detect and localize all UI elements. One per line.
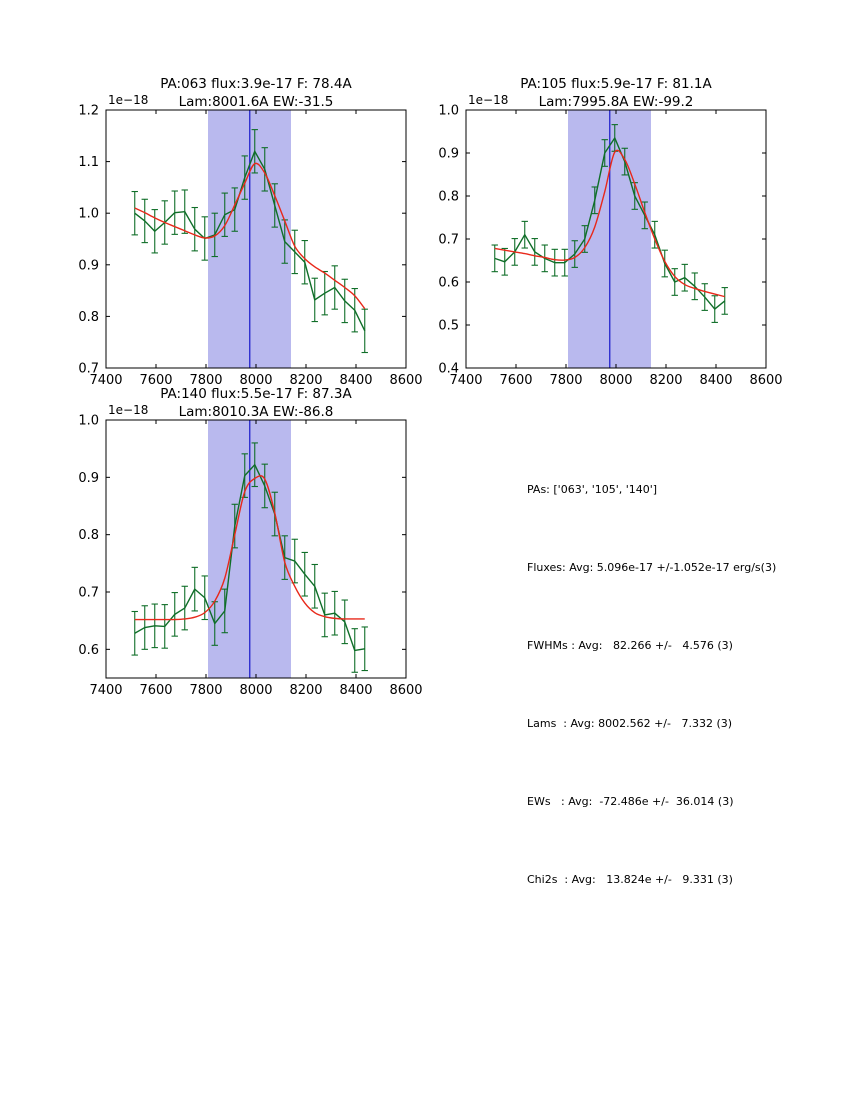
y-tick-label: 0.5 — [438, 318, 459, 334]
stats-panel — [527, 425, 776, 945]
y-axis-offset-label: 1e−18 — [108, 403, 149, 417]
subplot-title-line1: PA:140 flux:5.5e-17 F: 87.3A — [160, 386, 352, 402]
y-tick-label: 0.6 — [438, 275, 459, 291]
y-tick-label: 0.9 — [78, 470, 99, 486]
stats-line-chi2s: Chi2s : Avg: 13.824e +/- 9.331 (3) — [527, 873, 733, 886]
x-tick-label: 8000 — [239, 373, 273, 388]
y-tick-label: 0.7 — [438, 232, 459, 248]
x-tick-label: 8600 — [389, 683, 423, 698]
subplot-pa-105 — [386, 60, 806, 410]
x-tick-label: 7400 — [89, 683, 123, 698]
x-tick-label: 8200 — [649, 373, 683, 388]
y-tick-label: 0.9 — [438, 146, 459, 162]
subplot-title-line2: Lam:8001.6A EW:-31.5 — [178, 94, 334, 110]
y-tick-label: 1.0 — [78, 206, 99, 222]
y-tick-label: 0.7 — [78, 585, 99, 601]
x-tick-label: 7400 — [449, 373, 483, 388]
x-tick-label: 7600 — [139, 373, 173, 388]
x-tick-label: 7600 — [499, 373, 533, 388]
subplot-title-line2: Lam:7995.8A EW:-99.2 — [538, 94, 694, 110]
x-tick-label: 8600 — [749, 373, 783, 388]
y-tick-label: 0.6 — [78, 642, 99, 658]
x-tick-label: 8600 — [389, 373, 423, 388]
y-tick-label: 0.7 — [78, 361, 99, 377]
x-tick-label: 7400 — [89, 373, 123, 388]
x-tick-label: 7800 — [189, 373, 223, 388]
x-tick-label: 7800 — [189, 683, 223, 698]
y-tick-label: 0.8 — [78, 528, 99, 544]
x-tick-label: 7800 — [549, 373, 583, 388]
y-tick-label: 1.0 — [78, 413, 99, 429]
y-tick-label: 1.0 — [438, 103, 459, 119]
stats-line-fluxes: Fluxes: Avg: 5.096e-17 +/-1.052e-17 erg/s(3) — [527, 561, 777, 574]
stats-line-pas: PAs: ['063', '105', '140'] — [527, 483, 658, 496]
x-tick-label: 8200 — [289, 683, 323, 698]
subplot-title-line1: PA:063 flux:3.9e-17 F: 78.4A — [160, 76, 352, 92]
x-tick-label: 8400 — [339, 373, 373, 388]
x-tick-label: 8400 — [339, 683, 373, 698]
x-tick-label: 7600 — [139, 683, 173, 698]
y-tick-label: 0.4 — [438, 361, 459, 377]
y-axis-offset-label: 1e−18 — [108, 93, 149, 107]
subplot-pa-140 — [26, 370, 446, 720]
y-axis-offset-label: 1e−18 — [468, 93, 509, 107]
y-tick-label: 1.1 — [78, 155, 99, 171]
subplot-title-line2: Lam:8010.3A EW:-86.8 — [178, 404, 334, 420]
y-tick-label: 0.9 — [78, 258, 99, 274]
stats-line-lams: Lams : Avg: 8002.562 +/- 7.332 (3) — [527, 717, 733, 730]
y-tick-label: 1.2 — [78, 103, 99, 119]
stats-line-fwhms: FWHMs : Avg: 82.266 +/- 4.576 (3) — [527, 639, 733, 652]
stats-line-ews: EWs : Avg: -72.486e +/- 36.014 (3) — [527, 795, 734, 808]
subplot-title-line1: PA:105 flux:5.9e-17 F: 81.1A — [520, 76, 712, 92]
x-tick-label: 8400 — [699, 373, 733, 388]
x-tick-label: 8000 — [599, 373, 633, 388]
y-tick-label: 0.8 — [78, 309, 99, 325]
x-tick-label: 8200 — [289, 373, 323, 388]
subplot-pa-063 — [26, 60, 446, 410]
y-tick-label: 0.8 — [438, 189, 459, 205]
x-tick-label: 8000 — [239, 683, 273, 698]
